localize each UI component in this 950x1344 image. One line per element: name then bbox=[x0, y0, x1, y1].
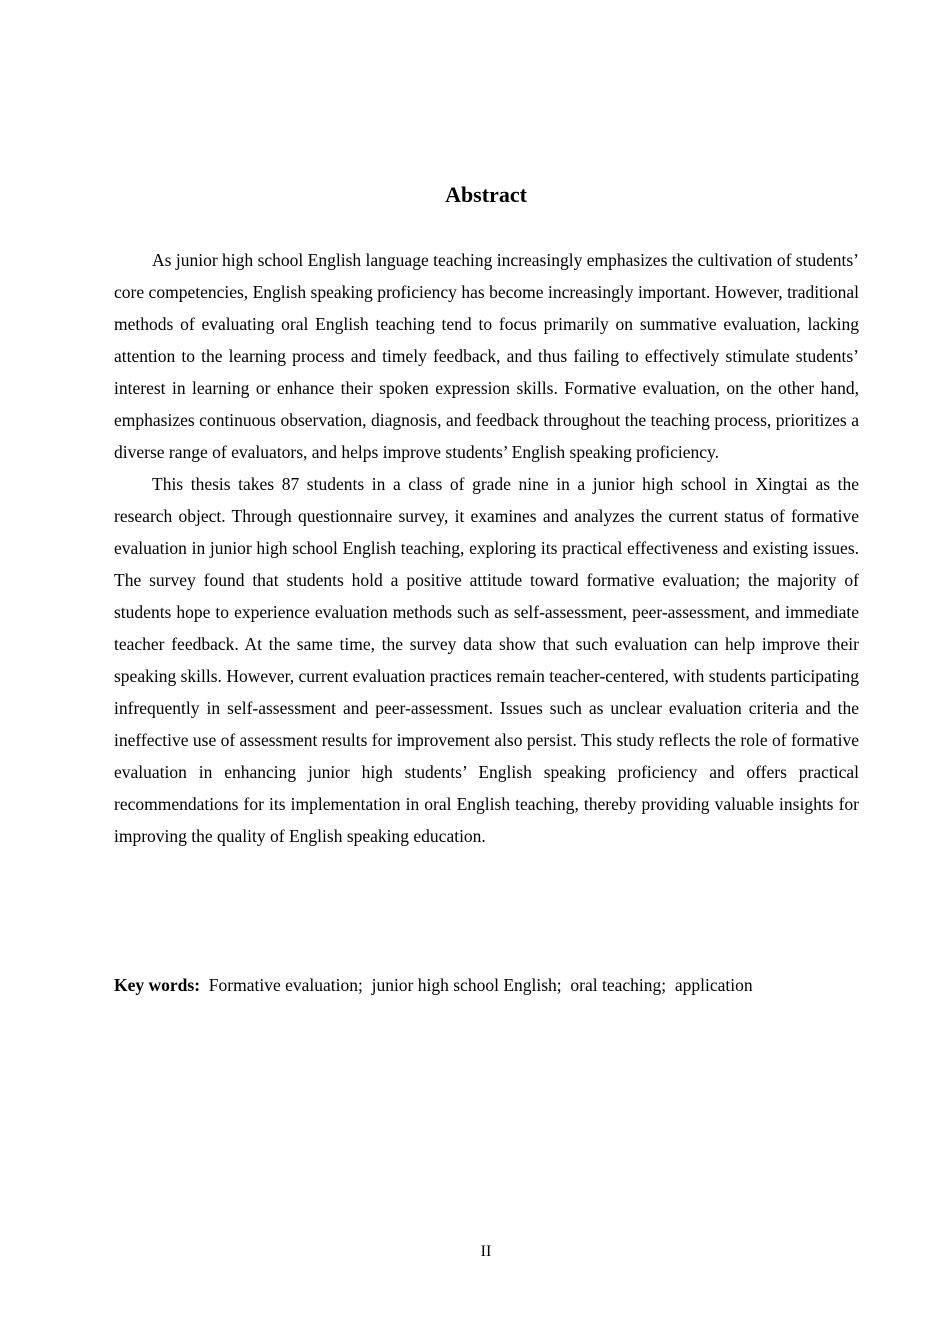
keywords-list: Formative evaluation; junior high school English; oral teaching; application bbox=[200, 975, 753, 995]
abstract-paragraph-1: As junior high school English language teaching increasingly emphasizes the cultivation of students’ core competencies, English speaking proficiency has become increasingly important. However, traditional methods of evaluating oral English teaching tend to focus primarily on summative evaluation, lacking attention to the learning process and timely feedback, and thus failing to effectively stimulate students’ interest in learning or enhance their spoken expression skills. Formative evaluation, on the other hand, emphasizes continuous observation, diagnosis, and feedback throughout the teaching process, prioritizes a diverse range of evaluators, and helps improve students’ English speaking proficiency. bbox=[114, 250, 859, 462]
abstract-paragraph-2: This thesis takes 87 students in a class of grade nine in a junior high school in Xingtai as the research object. Through questionnaire survey, it examines and analyzes the current status of formative evaluation in junior high school English teaching, exploring its practical effectiveness and existing issues. The survey found that students hold a positive attitude toward formative evaluation; the majority of students hope to experience evaluation methods such as self-assessment, peer-assessment, and immediate teacher feedback. At the same time, the survey data show that such evaluation can help improve their speaking skills. However, current evaluation practices remain teacher-centered, with students participating infrequently in self-assessment and peer-assessment. Issues such as unclear evaluation criteria and the ineffective use of assessment results for improvement also persist. This study reflects the role of formative evaluation in enhancing junior high students’ English speaking proficiency and offers practical recommendations for its implementation in oral English teaching, thereby providing valuable insights for improving the quality of English speaking education. bbox=[114, 474, 859, 846]
keywords-label: Key words: bbox=[114, 975, 201, 995]
page-number: II bbox=[480, 1243, 492, 1260]
abstract-title: Abstract bbox=[445, 182, 527, 207]
abstract-body bbox=[114, 244, 859, 852]
keywords-line bbox=[114, 969, 859, 1001]
